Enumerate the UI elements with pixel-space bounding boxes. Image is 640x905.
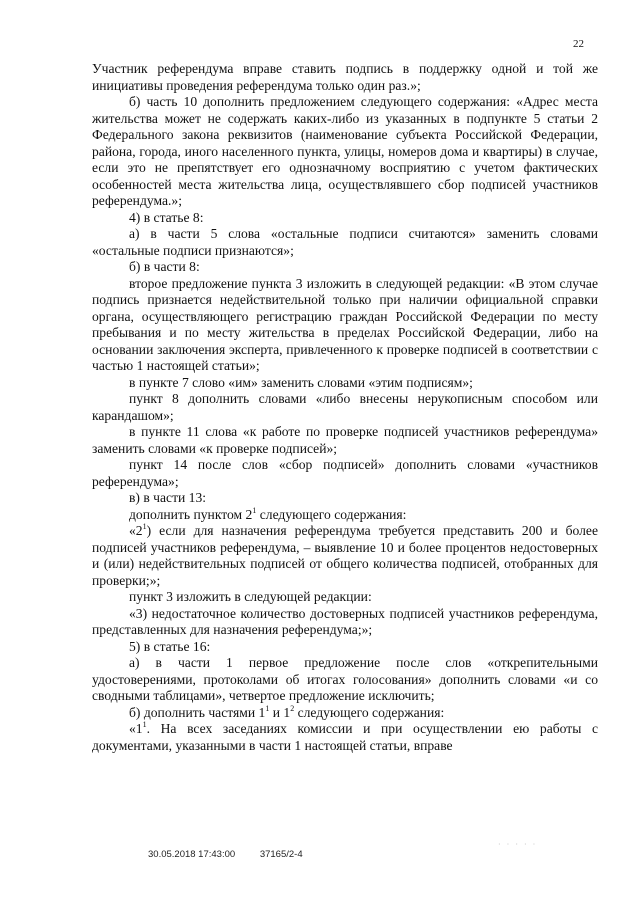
- superscript: 1: [252, 505, 257, 515]
- superscript: 1: [265, 703, 270, 713]
- text-segment: пункт 3 изложить в следующей редакции:: [129, 589, 372, 604]
- text-segment: в) в части 13:: [129, 490, 207, 505]
- text-segment: в пункте 11 слова «к работе по проверке подписей участников референдума» заменить словами «к проверке подписей»;: [92, 424, 598, 456]
- text-segment: следующего содержания:: [294, 704, 445, 720]
- page-number: 22: [573, 38, 584, 50]
- paragraph: [92, 523, 598, 589]
- scan-specks: ·····: [498, 840, 542, 849]
- paragraph: [92, 589, 598, 606]
- text-segment: второе предложение пункта 3 изложить в следующей редакции: «В этом случае подпись признается недействительной только при наличии официальной справки органа, осуществляющего регистрацию граждан Российской Федерации по месту пребывания и по месту жительства в пределах Российской Федерации, либо на основании заключения эксперта, привлеченного к проверке подписей в соответствии с частью 1 настоящей статьи»;: [92, 275, 598, 373]
- paragraph: [92, 639, 598, 656]
- paragraph: [92, 424, 598, 457]
- superscript: 2: [290, 703, 295, 713]
- text-segment: б) дополнить частями 1: [129, 704, 266, 720]
- superscript: 1: [142, 522, 147, 531]
- text-segment: «2: [129, 523, 143, 538]
- paragraph: [92, 721, 598, 754]
- text-segment: и 1: [269, 704, 291, 720]
- paragraph: [92, 705, 598, 722]
- text-segment: б) в части 8:: [129, 259, 200, 274]
- text-segment: а) в части 1 первое предложение после слов «открепительными удостоверениями, протоколами об итогах голосования» дополнить словами «и со сводными таблицами», четвертое предложение исключить;: [92, 655, 598, 703]
- paragraph: [92, 259, 598, 276]
- text-segment: «3) недостаточное количество достоверных подписей участников референдума, представленных для назначения референдума;»;: [92, 605, 598, 637]
- paragraph: [92, 210, 598, 227]
- paragraph: [92, 276, 598, 375]
- paragraph: [92, 61, 598, 94]
- text-segment: 5) в статье 16:: [129, 638, 211, 654]
- paragraph: [92, 606, 598, 639]
- paragraph: [92, 226, 598, 259]
- text-segment: «1: [129, 721, 143, 736]
- paragraph: [92, 507, 598, 524]
- footer-timestamp: 30.05.2018 17:43:00: [148, 849, 236, 860]
- text-segment: в пункте 7 слово «им» заменить словами «этим подписям»;: [129, 374, 473, 390]
- text-segment: пункт 8 дополнить словами «либо внесены нерукописным способом или карандашом»;: [92, 391, 598, 423]
- text-segment: пункт 14 после слов «сбор подписей» дополнить словами «участников референдума»;: [92, 457, 598, 489]
- text-segment: б) часть 10 дополнить предложением следующего содержания: «Адрес места жительства может не содержать каких-либо из указанных в подпункте 5 статьи 2 Федерального закона реквизитов (наименование субъекта Российской Федерации, района, города, иного населенного пункта, улицы, номеров дома и квартиры) в случае, если это не препятствует его однозначному восприятию с учетом фактических особенностей места жительства лица, осуществлявшего сбор подписей участников референдума.»;: [92, 94, 598, 208]
- text-segment: 4) в статье 8:: [129, 209, 204, 225]
- text-segment: Участник референдума вправе ставить подпись в поддержку одной и той же инициативы проведения референдума только один раз.»;: [92, 61, 598, 93]
- superscript: 1: [142, 720, 147, 729]
- paragraph: [92, 457, 598, 490]
- text-segment: . На всех заседаниях комиссии и при осуществлении ею работы с документами, указанными в части 1 настоящей статьи, вправе: [92, 721, 598, 753]
- paragraph: [92, 490, 598, 507]
- document-body: [92, 61, 598, 754]
- paragraph: [92, 94, 598, 210]
- paragraph: [92, 655, 598, 705]
- text-segment: а) в части 5 слова «остальные подписи считаются» заменить словами «остальные подписи признаются»;: [92, 226, 598, 258]
- paragraph: [92, 391, 598, 424]
- text-segment: следующего содержания:: [256, 506, 407, 522]
- footer: [148, 849, 325, 860]
- text-segment: ) если для назначения референдума требуется представить 200 и более подписей участников референдума, – выявление 10 и более процентов недостоверных и (или) недействительных подписей от общего количества подписей, отобранных для проверки;»;: [92, 523, 598, 588]
- paragraph: [92, 375, 598, 392]
- footer-doc-id: 37165/2-4: [259, 849, 303, 860]
- text-segment: дополнить пунктом 2: [129, 506, 253, 522]
